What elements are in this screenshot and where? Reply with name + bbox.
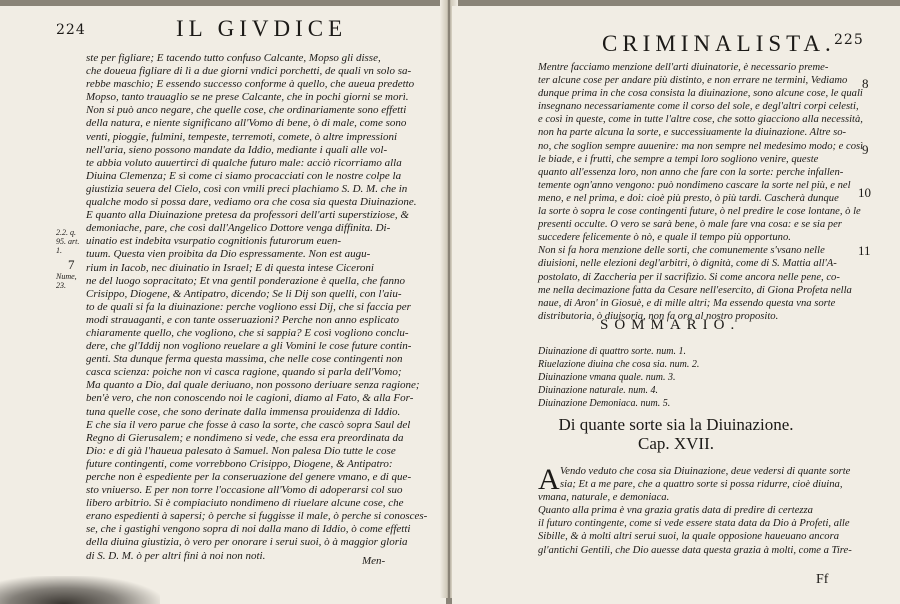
text-line: gl'antichi Gentili, che Dio auesse data questa grazia à molti, come a Tire- bbox=[538, 544, 852, 556]
text-line: diuisioni, nelle elezioni degl'arbitri, ò dignità, come di S. Mattia all'A- bbox=[538, 258, 837, 270]
sommario-item: Diuinazione Demoniaca. num. 5. bbox=[538, 398, 671, 410]
text-line: quanto all'essenza loro, non anno che fare con la sorte: perche infallen- bbox=[538, 166, 844, 178]
chapter-number: Cap. XVII. bbox=[637, 434, 714, 453]
text-line: temente ogn'anno vengono: può nondimeno cascare la sorte nel più, e nel bbox=[538, 179, 851, 191]
left-body-text bbox=[86, 52, 427, 563]
text-line: dunque prima in che cosa consista la diuinazione, sono alcune cose, le quali bbox=[538, 88, 863, 100]
text-line: Non si può anco negare, che quelle cose, che ordinariamente sono effetti bbox=[86, 104, 407, 117]
margin-number-7: 7 bbox=[68, 257, 75, 272]
text-line: tuum. Questa vien proibita da Dio espressamente. Non est augu- bbox=[86, 248, 371, 261]
text-line: qualche modo si possa dare, vediamo ora che cosa sia questa Diuinazione. bbox=[86, 196, 417, 209]
page-shadow bbox=[0, 576, 160, 604]
text-line: future contingenti, come vorrebbono Crisippo, Diogene, & Antipatro: bbox=[86, 457, 393, 470]
margin-note-citation-1: 2.2. q. 95. art. 1. bbox=[56, 228, 80, 255]
text-line: uinatio est indebita vsurpatio cognitionis futurorum euen- bbox=[86, 235, 342, 248]
text-line: di S. D. M. ò per altri fini à noi non noti. bbox=[86, 549, 266, 562]
text-line: casca scienza: poiche non vi casca ragione, quando si parla dell'Vomo; bbox=[86, 366, 402, 379]
left-page bbox=[0, 6, 446, 604]
text-line: venti, pioggie, fulmini, tempeste, terremoti, comete, ò altre impressioni bbox=[86, 130, 397, 143]
text-line: Mentre facciamo menzione dell'arti diuinatorie, è necessario preme- bbox=[538, 62, 829, 73]
text-line: vmana, naturale, e demoniaca. bbox=[538, 492, 670, 504]
text-line: distributoria, ò diuisoria, non fa ora al nostro proposito. bbox=[538, 310, 779, 322]
text-line: Non si fa hora menzione delle sorti, che comunemente s'vsano nelle bbox=[538, 245, 825, 257]
text-line: che doueua figliare di lì a due giorni vndici porchetti, de quali vn solo sa- bbox=[86, 65, 412, 78]
text-line: modi strauaganti, e con tante osseruazioni? Perche non anno esplicato bbox=[86, 313, 400, 326]
margin-number-9: 9 bbox=[862, 142, 869, 157]
text-line: presenti occulte. O vero se sarà bene, ò male fare vna cosa: e se sia per bbox=[538, 219, 842, 231]
chapter-title: Di quante sorte sia la Diuinazione. bbox=[558, 415, 794, 434]
margin-note-citation-2: Nume, 23. bbox=[56, 272, 77, 290]
text-line: sia; Et a me pare, che a quattro sorte si possa ridurre, cioè diuina, bbox=[560, 479, 843, 491]
right-page bbox=[452, 6, 900, 604]
text-line: della natura, e niente significano all'Vomo di bene, ò di male, come sono bbox=[86, 117, 407, 130]
text-line: e così in queste, come in tutte l'altre cose, che sotto giacciono alla necessità, bbox=[538, 114, 863, 126]
text-line: insegnano necessariamente come il corso del sole, e degl'altri corpi celesti, bbox=[538, 101, 859, 113]
text-line: la sorte ò sopra le cose contingenti future, ò nel predire le cose lontane, ò le bbox=[538, 206, 861, 218]
text-line: Dio: e di già l'haueua palesato à Samuel. Non palesa Dio tutte le cose bbox=[86, 444, 396, 457]
text-line: della diuina giustizia, ò vero per onorare i serui suoi, ò à maggior gloria bbox=[86, 536, 408, 549]
text-line: Diuina Clemenza; E sì come ci siamo procacciati con le nostre colpe la bbox=[86, 169, 402, 182]
text-line: sto vniuerso. E per non torre l'occasione all'Vomo di adoperarsi col suo bbox=[86, 484, 403, 497]
text-line: rebbe maschio; E essendo successo conforme à quello, che aueua predetto bbox=[86, 78, 415, 91]
text-line: erano espedienti à sapersi; ò perche si fuggisse il male, ò perche si conosces- bbox=[86, 510, 428, 523]
text-line: ste per figliare; E tacendo tutto confuso Calcante, Mopso gli disse, bbox=[86, 52, 381, 64]
text-line: ter alcune cose per andare più distinto, e non errare ne termini, Vediamo bbox=[538, 75, 848, 87]
text-line: succedere felicemente ò nò, e quale il tempo più opportuno. bbox=[538, 232, 791, 244]
text-line: nell'aria, sieno possono mandate da Iddio, mediante i quali alle vol- bbox=[86, 143, 388, 156]
text-line: Crisippo, Diogene, & Antipatro, dicendo; Se li Dij son quelli, con l'aiu- bbox=[86, 287, 402, 300]
text-line: tuna quelle cose, che sono derinate dalla immensa prouidenza di Iddio. bbox=[86, 405, 401, 418]
text-line: Sibille, & à molti altri serui suoi, la quale opposione haueuano ancora bbox=[538, 531, 840, 543]
text-line: E che sia il vero parue che fosse à caso la sorte, che cascò sopra Saul del bbox=[86, 418, 411, 431]
text-line: ben'è vero, che non conoscendo noi le cagioni, diamo al Fato, & alla For- bbox=[86, 392, 414, 405]
text-line: Vendo veduto che cosa sia Diuinazione, deue vedersi di quante sorte bbox=[560, 466, 851, 477]
sommario-list bbox=[538, 346, 699, 411]
right-page-number: 225 bbox=[834, 32, 864, 48]
text-line: perche non è espediente per la conseruazione del genere vmano, e di que- bbox=[86, 471, 412, 483]
margin-number-10: 10 bbox=[858, 185, 871, 200]
text-line: il futuro contingente, come si vede essere stata data da Dio à Profeti, alle bbox=[538, 518, 850, 530]
margin-number-11: 11 bbox=[858, 243, 871, 258]
text-line: chiaramente quello, che vogliono, che si sappia? E così vogliono conclu- bbox=[86, 326, 409, 339]
sommario-item: Diuinazione di quattro sorte. num. 1. bbox=[538, 346, 686, 357]
drop-cap: A bbox=[538, 463, 560, 496]
text-line: Regno di Gierusalem; e nondimeno si vede, che essa era preordinata da bbox=[86, 431, 404, 444]
text-line: rium in Iacob, nec diuinatio in Israel; E di questa intese Ciceroni bbox=[86, 261, 374, 274]
text-line: me nella decimazione fatta da Cesare nell'esercito, di Giona Profeta nella bbox=[538, 284, 852, 296]
chapter-body-text bbox=[538, 465, 852, 557]
text-line: libero arbitrio. Si è compiaciuto nondimeno di riuelare alcune cose, che bbox=[86, 497, 404, 510]
right-page-heading: CRIMINALISTA. bbox=[602, 31, 836, 56]
text-line: postolato, di Zaccheria per il sacrifizio. Si come ancora nelle pene, co- bbox=[538, 271, 840, 283]
sommario-heading: SOMMARIO. bbox=[600, 317, 741, 333]
margin-number-8: 8 bbox=[862, 76, 869, 91]
text-line: dere, che gl'Iddij non vogliono reuelare a gli Vomini le cose future contin- bbox=[86, 340, 412, 353]
text-line: E quanto alla Diuinazione pretesa da professori dell'arti superstiziose, & bbox=[86, 209, 409, 222]
text-line: naue, di Aron' in Giosuè, e di mille altri; Ma essendo questa vna sorte bbox=[538, 297, 836, 309]
text-line: genti. Sta dunque ferma questa massima, che nelle cose contingenti non bbox=[86, 353, 403, 366]
sommario-item: Diuinazione naturale. num. 4. bbox=[538, 385, 658, 397]
text-line: non ha parte alcuna la sorte, e successiuamente la diuinazione. Altre so- bbox=[538, 127, 847, 139]
text-line: Ma quanto a Dio, dal quale deriuano, non possono deriuare senza ragione; bbox=[86, 379, 420, 392]
text-line: te abbia voluto auuertirci di qualche futuro male: acciò ricorriamo alla bbox=[86, 156, 402, 169]
right-body-text bbox=[538, 61, 863, 323]
sommario-item: Riuelazione diuina che cosa sia. num. 2. bbox=[538, 359, 700, 371]
left-page-number: 224 bbox=[56, 22, 86, 38]
signature-mark: Ff bbox=[816, 572, 829, 587]
text-line: giustizia seuera del Cielo, così con vmili preci plachiamo S. D. M. che in bbox=[86, 182, 408, 195]
text-line: se, che i gastighi vengono sopra di noi dalla mano di Iddio, ò come effetti bbox=[86, 523, 411, 536]
text-line: Quanto alla prima è vna grazia gratis data di predire di certezza bbox=[538, 505, 813, 517]
text-line: Mopso, tanto trauaglio se ne prese Calcante, che in pochi giorni se morì. bbox=[86, 91, 409, 104]
text-line: ne del luogo sopracitato; Et vna gentil ponderazione è quella, che fanno bbox=[86, 274, 405, 287]
text-line: no, che soglion sempre auuenire: ma non sempre nel medesimo modo; e così bbox=[538, 140, 864, 152]
text-line: meno, e nel prima, e doi: cioè più presto, ò più tardi. Cascherà dunque bbox=[538, 192, 839, 204]
text-line: demoniache, pare, che così dall'Angelico Dottore venga diffinita. Di- bbox=[86, 222, 391, 235]
text-line: le biade, e i frutti, che sempre a tempi loro sogliono venire, queste bbox=[538, 153, 819, 165]
text-line: to de quali si fa la diuinazione: perche vogliono essi Dij, che si faccia per bbox=[86, 300, 411, 313]
sommario-item: Diuinazione vmana quale. num. 3. bbox=[538, 372, 676, 384]
left-page-heading: IL GIVDICE bbox=[176, 16, 348, 41]
left-catchword: Men- bbox=[362, 555, 386, 567]
